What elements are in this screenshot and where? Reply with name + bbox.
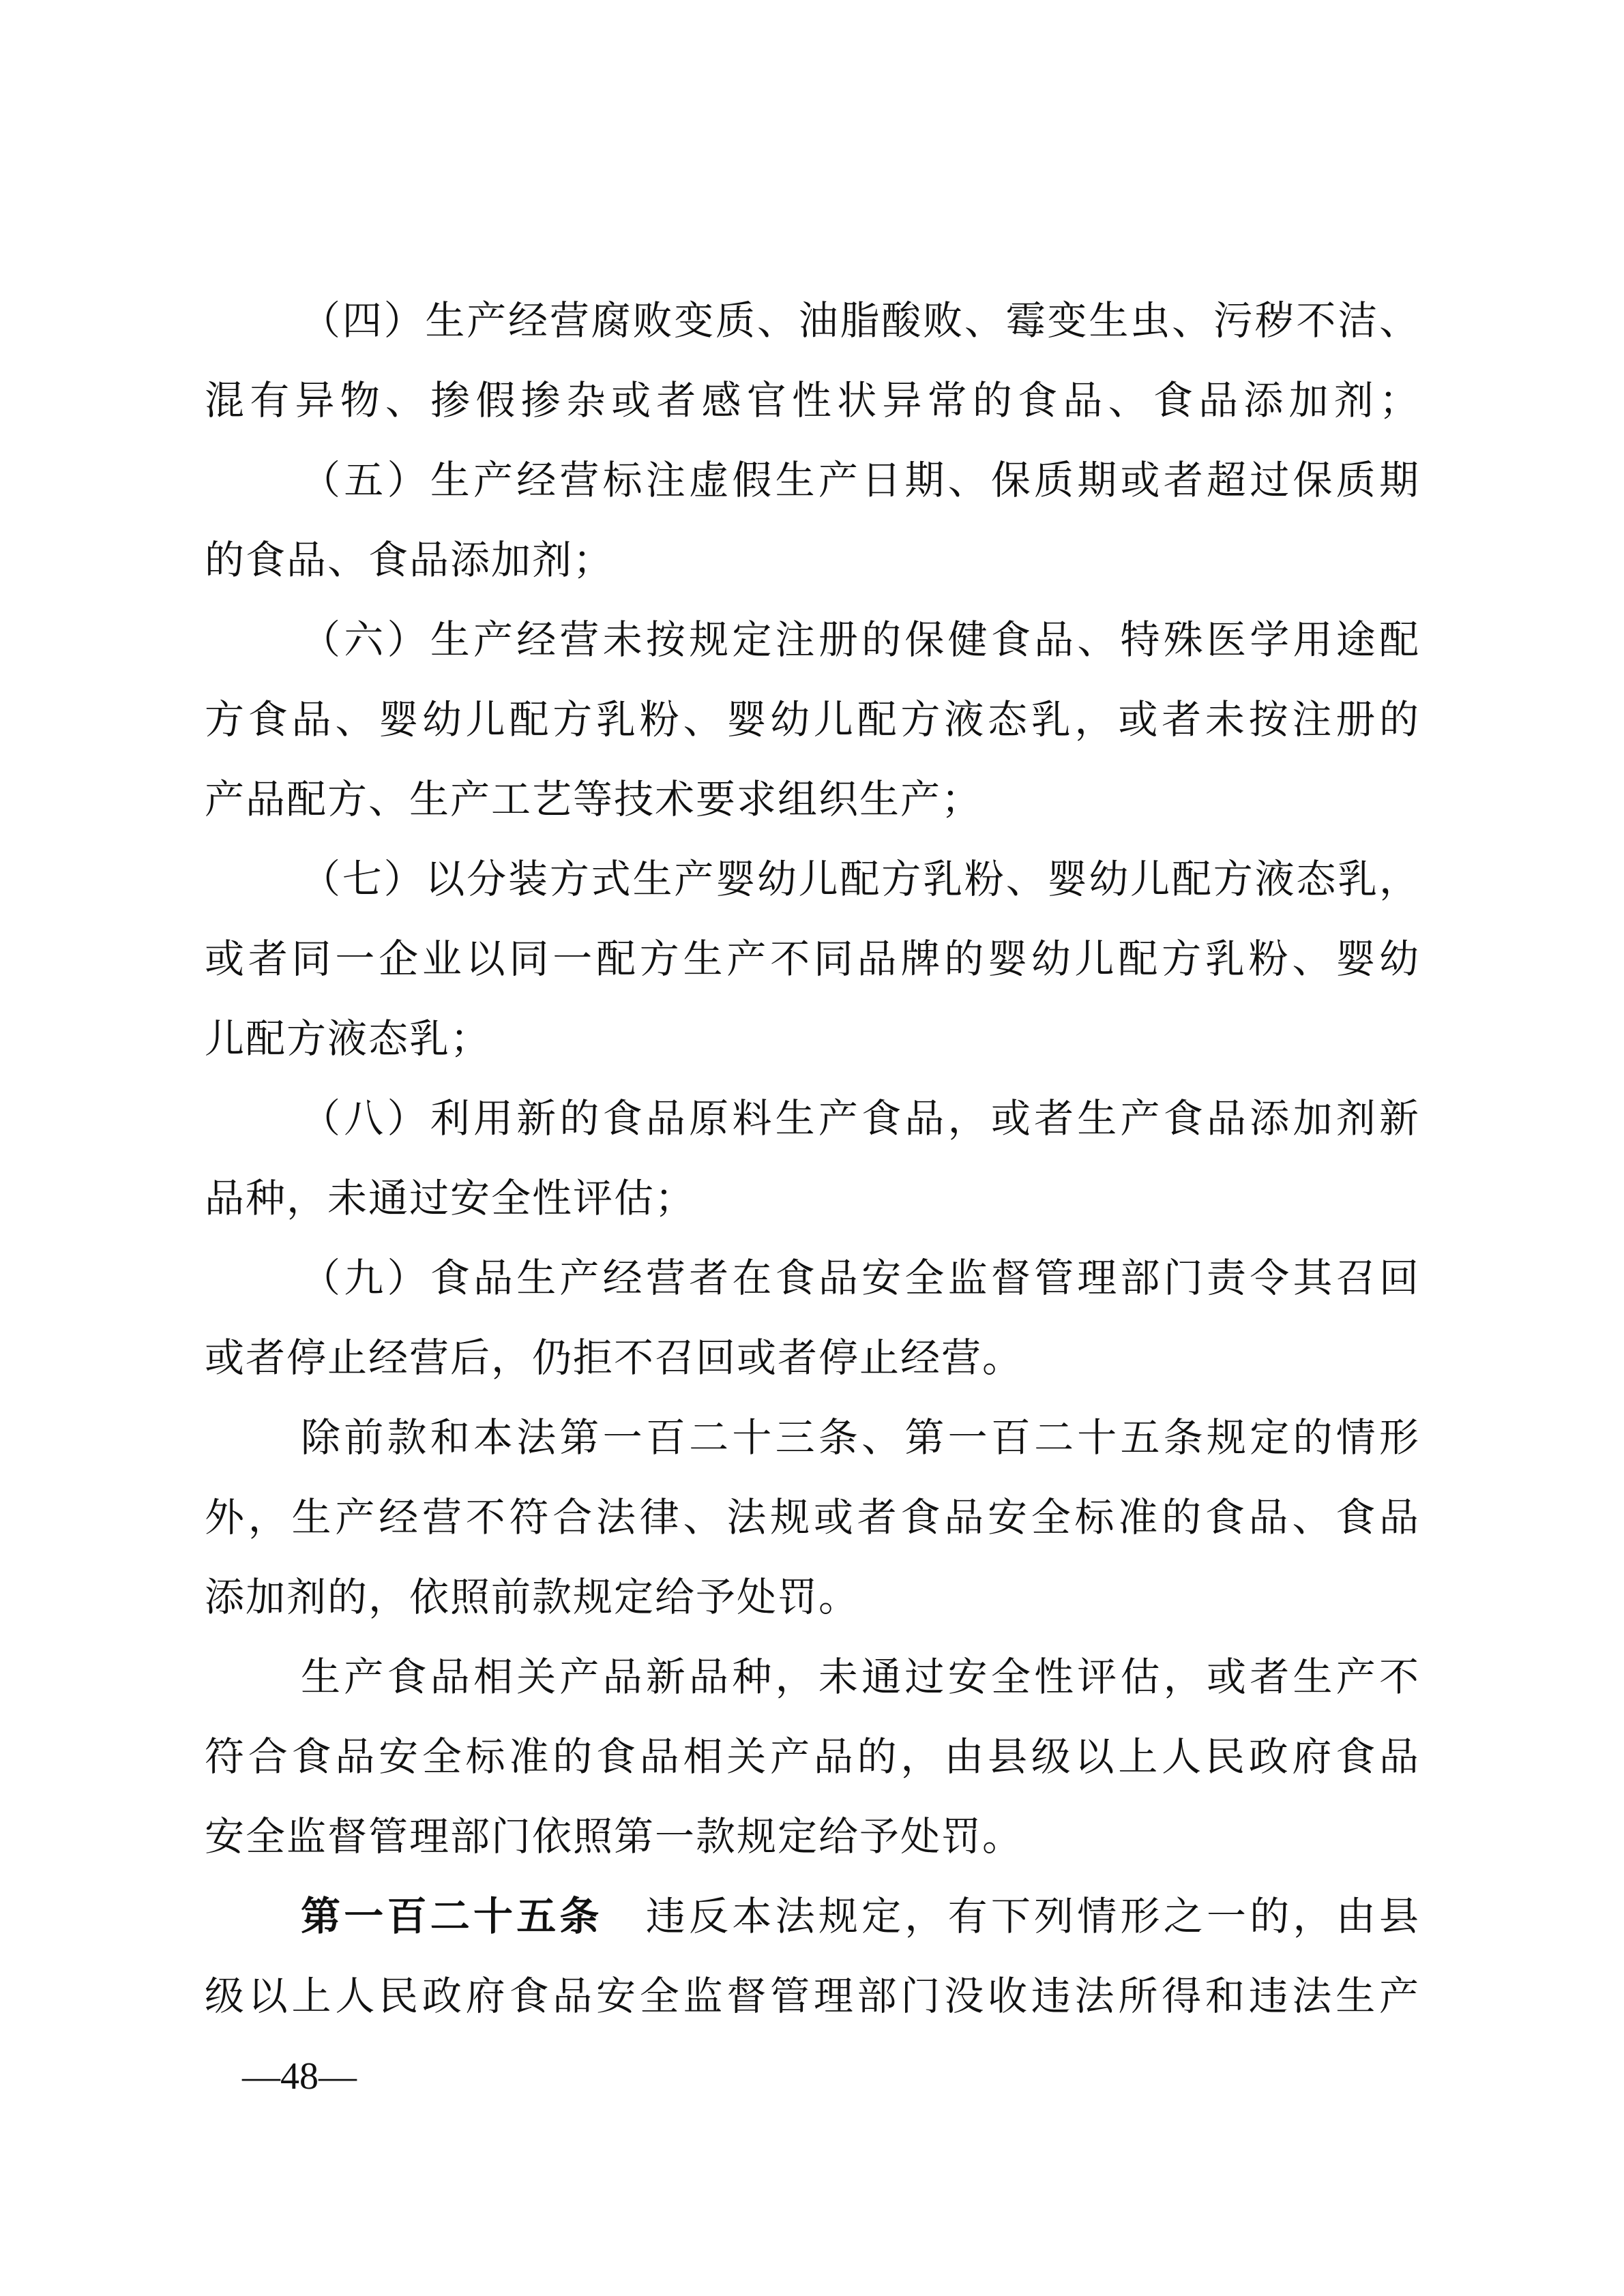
text-line: 儿配方液态乳； — [205, 1015, 492, 1062]
article-heading: 第一百二十五条 — [301, 1893, 603, 1939]
text-line: 添加剂的，依照前款规定给予处罚。 — [205, 1574, 860, 1620]
text-line: 产品配方、生产工艺等技术要求组织生产； — [205, 776, 983, 822]
text-line: 品种，未通过安全性评估； — [205, 1175, 696, 1221]
text-line: 或者同一企业以同一配方生产不同品牌的婴幼儿配方乳粉、婴幼 — [205, 936, 1420, 982]
text-line: 或者停止经营后，仍拒不召回或者停止经营。 — [205, 1335, 1024, 1381]
text-line: 级以上人民政府食品安全监督管理部门没收违法所得和违法生产 — [205, 1973, 1420, 2019]
body-text — [205, 281, 1420, 2036]
text-line: （四）生产经营腐败变质、油脂酸败、霉变生虫、污秽不洁、 — [301, 297, 1420, 344]
text-line: （七）以分装方式生产婴幼儿配方乳粉、婴幼儿配方液态乳， — [301, 856, 1420, 902]
article-line: 第一百二十五条 违反本法规定，有下列情形之一的，由县 — [301, 1893, 1420, 1939]
text-line: 方食品、婴幼儿配方乳粉、婴幼儿配方液态乳，或者未按注册的 — [205, 696, 1420, 743]
text-line: （五）生产经营标注虚假生产日期、保质期或者超过保质期 — [301, 457, 1420, 503]
text-line: （九）食品生产经营者在食品安全监督管理部门责令其召回 — [301, 1255, 1420, 1301]
text-line: 生产食品相关产品新品种，未通过安全性评估，或者生产不 — [301, 1654, 1420, 1700]
text-line: 安全监督管理部门依照第一款规定给予处罚。 — [205, 1813, 1024, 1860]
text-line: （六）生产经营未按规定注册的保健食品、特殊医学用途配 — [301, 616, 1420, 663]
text-line: 符合食品安全标准的食品相关产品的，由县级以上人民政府食品 — [205, 1733, 1420, 1780]
text-line: （八）利用新的食品原料生产食品，或者生产食品添加剂新 — [301, 1095, 1420, 1142]
text-line: 除前款和本法第一百二十三条、第一百二十五条规定的情形 — [301, 1414, 1420, 1461]
text-line: 的食品、食品添加剂； — [205, 537, 615, 583]
page-number: —48— — [242, 2055, 357, 2098]
text-line: 外，生产经营不符合法律、法规或者食品安全标准的食品、食品 — [205, 1494, 1420, 1540]
text-line: 混有异物、掺假掺杂或者感官性状异常的食品、食品添加剂； — [205, 377, 1420, 423]
